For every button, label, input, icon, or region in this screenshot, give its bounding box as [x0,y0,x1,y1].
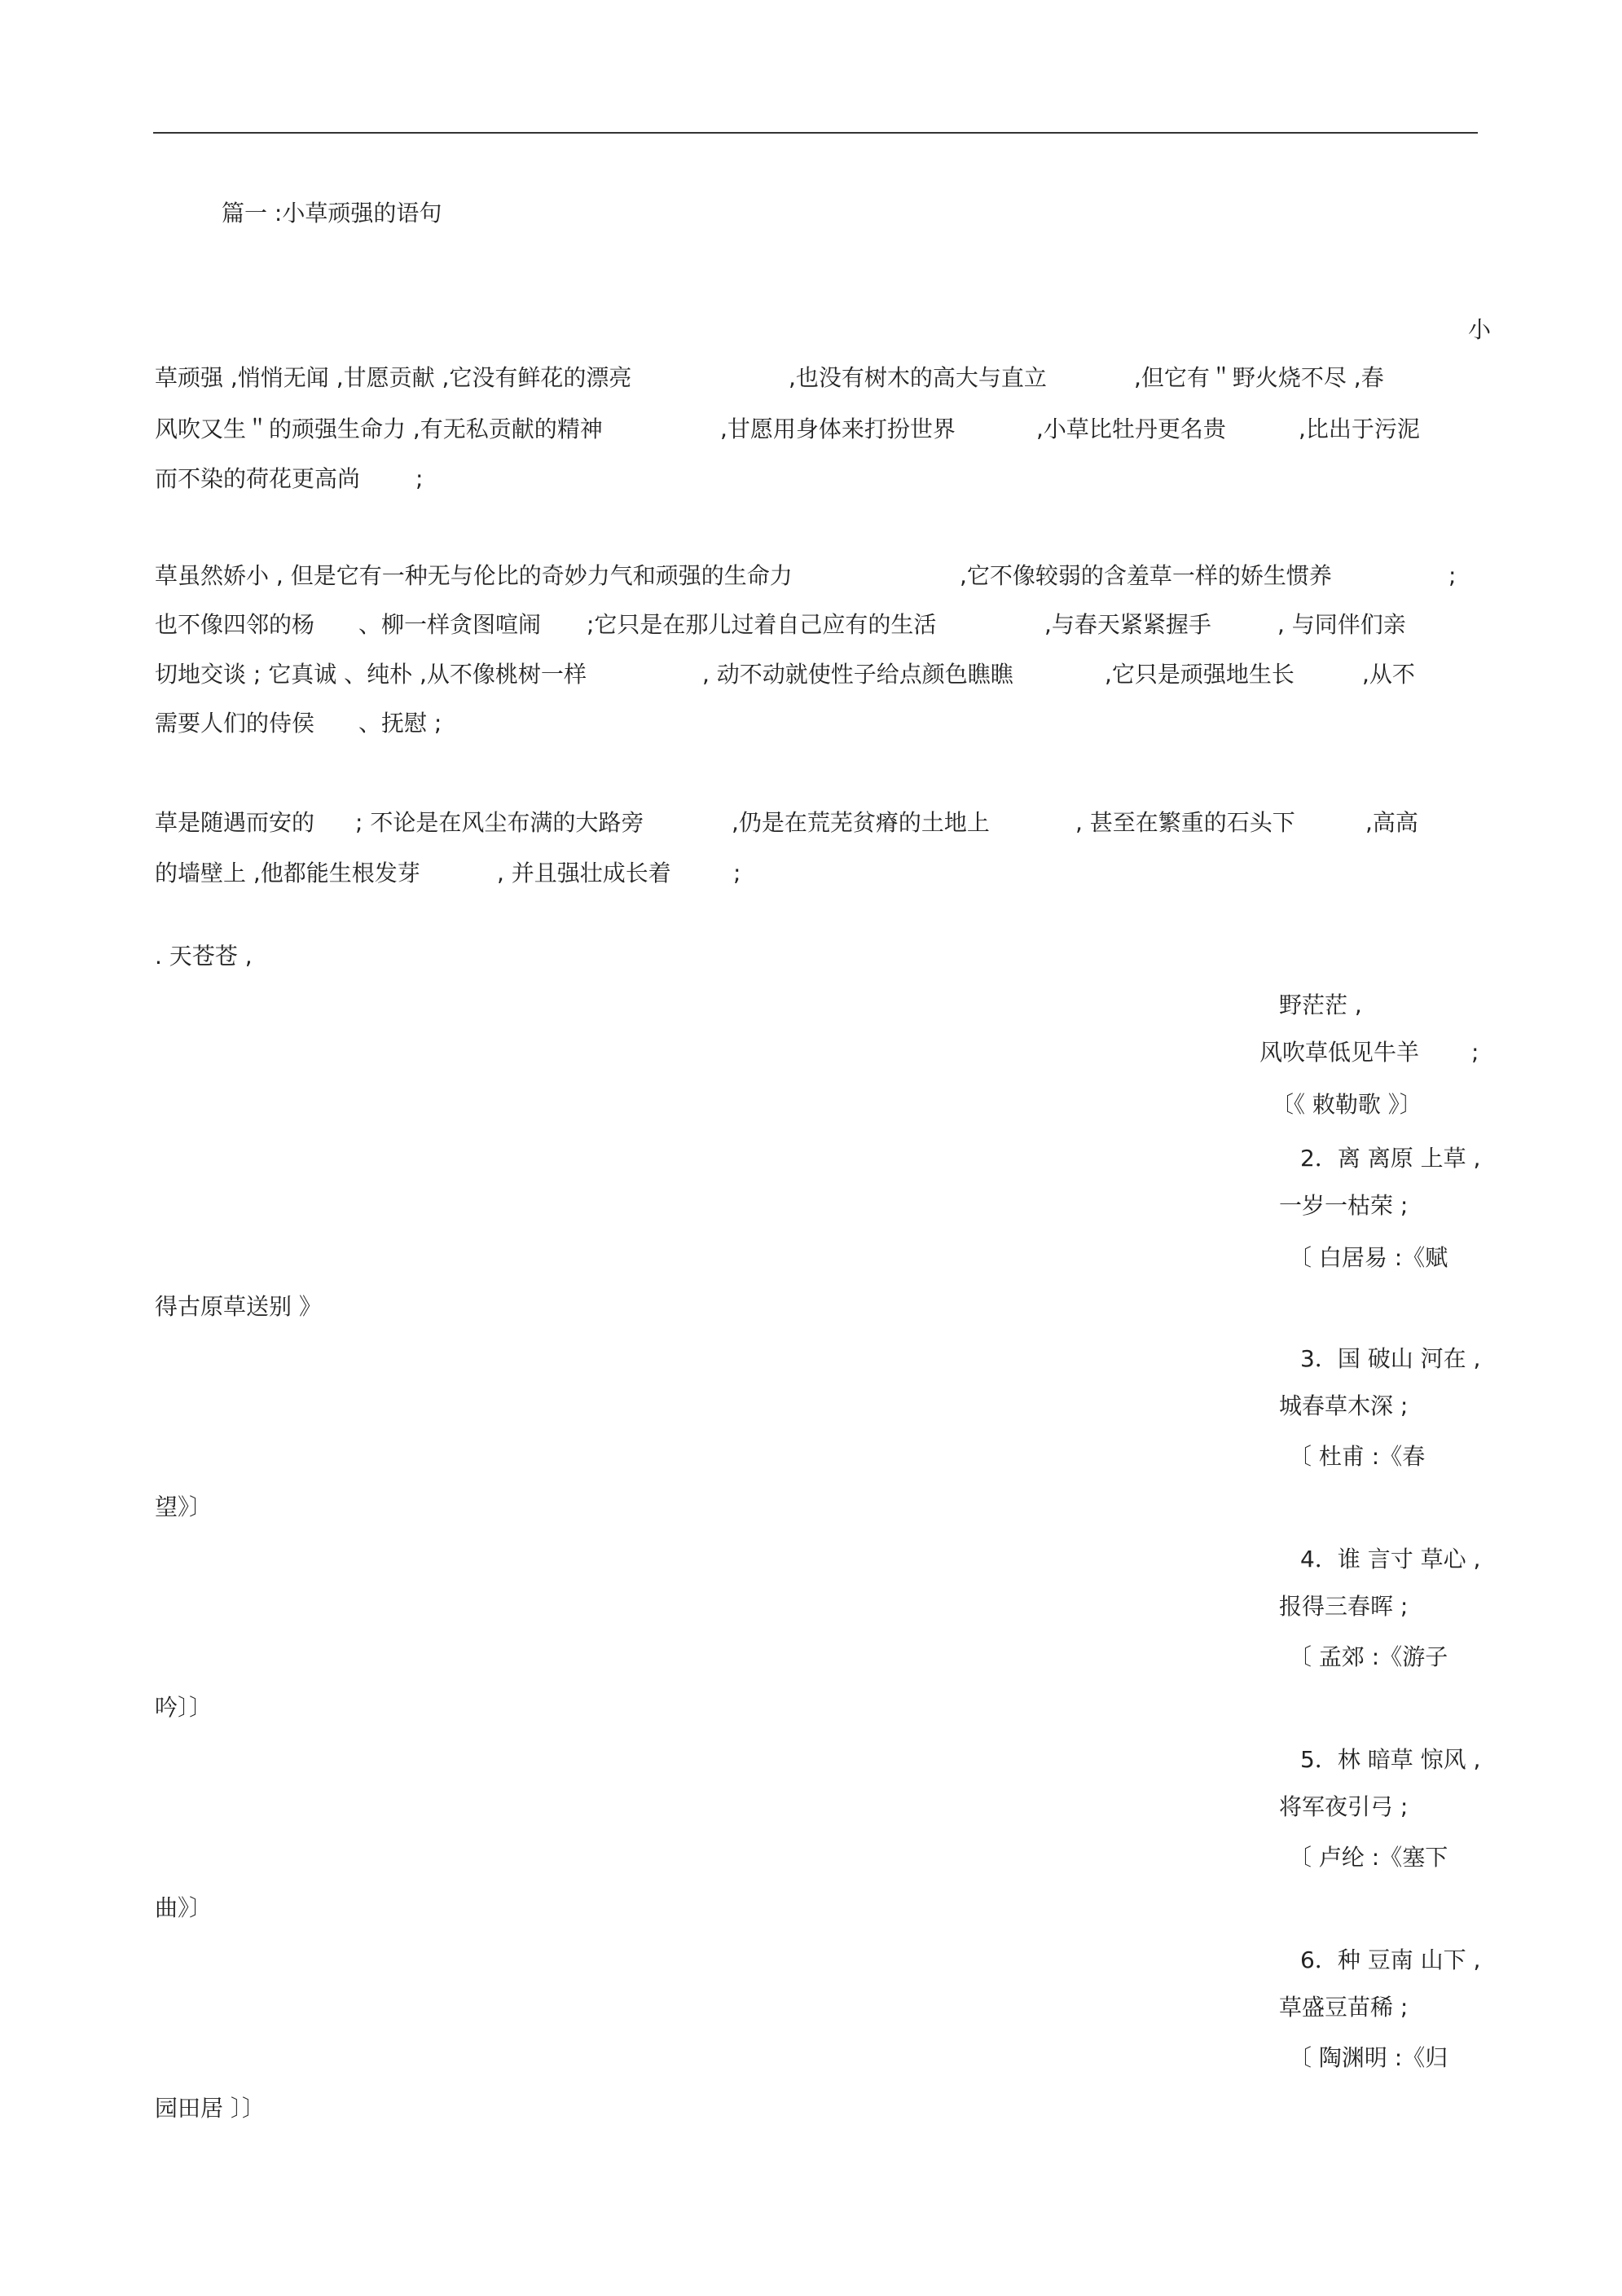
para2-line2e: , 与同伴们亲 [1277,611,1406,638]
para1-line0: 小 [1468,316,1492,343]
poem3-line-b: 城春草木深 ; [1279,1392,1409,1419]
para2-line3d: ,从不 [1362,661,1415,688]
page-title: 篇一 :小草顽强的语句 [222,200,442,227]
para1-line1b: ,也没有树木的高大与直立 [789,364,1047,391]
para2-line2: 也不像四邻的杨 [155,611,315,638]
poem1-line-d: ; [1471,1039,1479,1066]
para3-line1c: ,仍是在荒芜贫瘠的土地上 [732,809,990,836]
poem4-line-b: 报得三春晖 ; [1279,1593,1409,1620]
header-rule [153,132,1478,134]
poem6-line-a: 6．种 豆南 山下 , [1300,1946,1481,1973]
poem1-source: 〔《 敕勒歌 》〕 [1271,1091,1422,1118]
poem6-source-cont: 园田居 〕〕 [155,2095,265,2122]
para1-line2c: ,小草比牡丹更名贵 [1036,416,1226,442]
poem6-line-b: 草盛豆苗稀 ; [1279,1994,1409,2021]
poem2-line-b: 一岁一枯荣 ; [1279,1192,1409,1219]
poem1-line-c: 风吹草低见牛羊 [1259,1039,1420,1066]
para3-line1b: ; 不论是在风尘布满的大路旁 [355,809,644,836]
poem1-line-a: . 天苍苍 , [155,943,253,970]
para1-line2b: ,甘愿用身体来打扮世界 [720,416,956,442]
para2-line1: 草虽然娇小 , 但是它有一种无与伦比的奇妙力气和顽强的生命力 [155,562,793,589]
para2-line1c: ; [1448,562,1457,589]
para2-line2d: ,与春天紧紧握手 [1044,611,1211,638]
para3-line2c: ; [733,860,741,886]
poem5-line-a: 5．林 暗草 惊风 , [1300,1746,1481,1773]
poem6-source: 〔 陶渊明 :《归 [1289,2044,1448,2071]
poem3-line-a: 3．国 破山 河在 , [1300,1345,1481,1372]
para1-line2: 风吹又生＂的顽强生命力 ,有无私贡献的精神 [155,416,603,442]
poem2-source-cont: 得古原草送别 》 [155,1293,322,1320]
para1-line3b: ; [415,465,424,492]
para3-line1: 草是随遇而安的 [155,809,315,836]
para2-line4b: 、抚慰 ; [358,710,442,737]
poem5-line-b: 将军夜引弓 ; [1279,1793,1409,1820]
para1-line2d: ,比出于污泥 [1299,416,1420,442]
poem4-line-a: 4．谁 言寸 草心 , [1300,1546,1481,1572]
poem5-source: 〔 卢纶 :《塞下 [1289,1844,1448,1871]
para2-line3: 切地交谈 ; 它真诚 、纯朴 ,从不像桃树一样 [155,661,587,688]
para1-line3: 而不染的荷花更高尚 [155,465,361,492]
para2-line3b: , 动不动就使性子给点颜色瞧瞧 [702,661,1013,688]
para3-line2b: , 并且强壮成长着 [497,860,671,886]
para2-line3c: ,它只是顽强地生长 [1105,661,1295,688]
poem3-source-cont: 望》〕 [155,1493,213,1520]
para3-line2: 的墙壁上 ,他都能生根发芽 [155,860,420,886]
para1-line1: 草顽强 ,悄悄无闻 ,甘愿贡献 ,它没有鲜花的漂亮 [155,364,632,391]
poem5-source-cont: 曲》〕 [155,1894,213,1921]
poem3-source: 〔 杜甫 :《春 [1289,1443,1426,1470]
para1-line1c: ,但它有＂野火烧不尽 ,春 [1134,364,1384,391]
poem2-line-a: 2．离 离原 上草 , [1300,1145,1481,1172]
para3-line1e: ,高高 [1365,809,1418,836]
poem1-line-b: 野茫茫 , [1279,992,1362,1018]
para2-line2b: 、柳一样贪图喧闹 [358,611,542,638]
para2-line2c: ;它只是在那儿过着自己应有的生活 [587,611,937,638]
para2-line1b: ,它不像较弱的含羞草一样的娇生惯养 [960,562,1332,589]
poem4-source-cont: 吟〕〕 [155,1694,213,1721]
poem2-source: 〔 白居易 :《赋 [1289,1244,1448,1271]
poem4-source: 〔 孟郊 :《游子 [1289,1643,1448,1670]
para3-line1d: , 甚至在繁重的石头下 [1075,809,1295,836]
para2-line4: 需要人们的侍侯 [155,710,315,737]
